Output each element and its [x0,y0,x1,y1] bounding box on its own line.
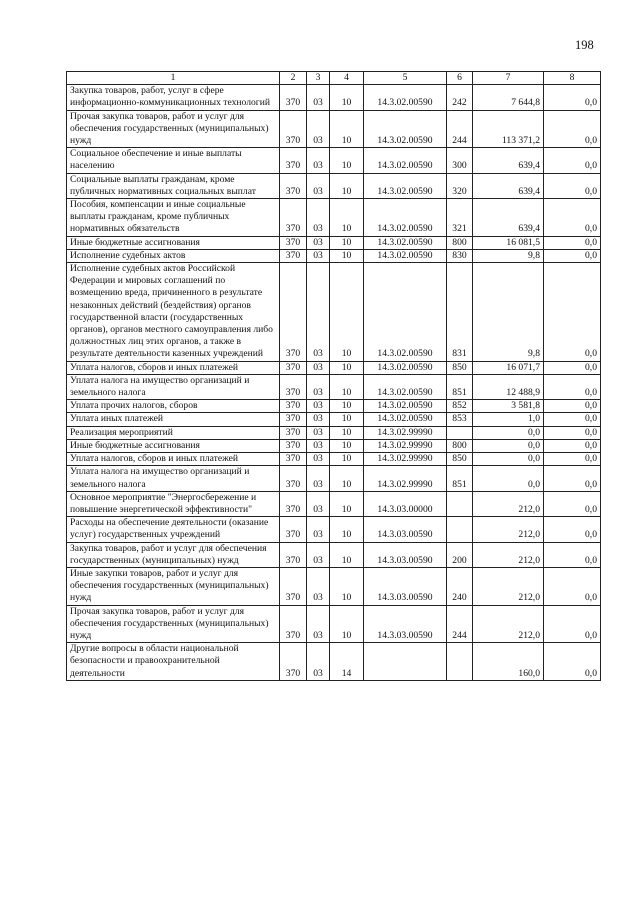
cell-subsection: 10 [330,374,364,399]
cell-section: 03 [307,236,330,249]
cell-subsection: 10 [330,249,364,262]
cell-amount-1: 3 581,8 [473,400,544,413]
cell-section: 03 [307,400,330,413]
cell-expense-type: 851 [447,466,473,491]
cell-expense-type [447,517,473,542]
cell-name: Социальные выплаты гражданам, кроме публичных нормативных социальных выплат [67,173,280,198]
cell-expense-type: 300 [447,148,473,173]
cell-expense-type: 831 [447,263,473,362]
cell-amount-2: 0,0 [544,400,601,413]
cell-amount-2: 0,0 [544,263,601,362]
table-row [67,236,601,249]
cell-name: Расходы на обеспечение деятельности (оказание услуг) государственных учреждений [67,517,280,542]
column-header: 1 [67,72,280,85]
cell-amount-1: 160,0 [473,643,544,681]
cell-ministry-code: 370 [280,173,307,198]
cell-amount-2: 0,0 [544,85,601,110]
cell-expense-type: 850 [447,453,473,466]
cell-section: 03 [307,643,330,681]
cell-section: 03 [307,426,330,439]
cell-section: 03 [307,542,330,567]
cell-target-article: 14.3.03.00590 [364,567,447,605]
table-row [67,439,601,452]
cell-name: Прочая закупка товаров, работ и услуг для обеспечения государственных (муниципальных) нужд [67,605,280,643]
cell-ministry-code: 370 [280,148,307,173]
page-number: 198 [575,38,594,52]
cell-amount-1: 212,0 [473,542,544,567]
table-row [67,148,601,173]
cell-subsection: 10 [330,542,364,567]
cell-target-article: 14.3.03.00000 [364,491,447,516]
table-row [67,542,601,567]
cell-subsection: 10 [330,491,364,516]
cell-expense-type [447,491,473,516]
column-header: 5 [364,72,447,85]
cell-ministry-code: 370 [280,453,307,466]
cell-amount-1: 639,4 [473,148,544,173]
cell-name: Иные бюджетные ассигнования [67,236,280,249]
table-row [67,110,601,148]
cell-amount-2: 0,0 [544,236,601,249]
cell-ministry-code: 370 [280,567,307,605]
cell-amount-1: 12 488,9 [473,374,544,399]
cell-expense-type: 853 [447,413,473,426]
cell-expense-type: 244 [447,605,473,643]
cell-name: Другие вопросы в области национальной безопасности и правоохранительной деятельности [67,643,280,681]
cell-expense-type: 242 [447,85,473,110]
cell-amount-1: 7 644,8 [473,85,544,110]
cell-target-article: 14.3.02.00590 [364,173,447,198]
cell-amount-1: 212,0 [473,491,544,516]
cell-amount-2: 0,0 [544,361,601,374]
cell-section: 03 [307,263,330,362]
cell-ministry-code: 370 [280,439,307,452]
column-header: 3 [307,72,330,85]
cell-name: Уплата налогов, сборов и иных платежей [67,361,280,374]
cell-section: 03 [307,517,330,542]
cell-name: Иные бюджетные ассигнования [67,439,280,452]
cell-amount-2: 0,0 [544,466,601,491]
cell-amount-2: 0,0 [544,426,601,439]
cell-amount-1: 0,0 [473,453,544,466]
table-row [67,426,601,439]
cell-name: Уплата налогов, сборов и иных платежей [67,453,280,466]
cell-ministry-code: 370 [280,466,307,491]
cell-target-article: 14.3.02.00590 [364,236,447,249]
cell-target-article: 14.3.03.00590 [364,517,447,542]
cell-subsection: 10 [330,400,364,413]
cell-target-article: 14.3.02.00590 [364,400,447,413]
cell-section: 03 [307,466,330,491]
table-row [67,413,601,426]
cell-target-article: 14.3.02.00590 [364,361,447,374]
cell-amount-2: 0,0 [544,439,601,452]
cell-target-article: 14.3.02.99990 [364,426,447,439]
table-row [67,199,601,237]
table-row [67,491,601,516]
cell-target-article: 14.3.02.00590 [364,110,447,148]
cell-amount-1: 0,0 [473,439,544,452]
cell-name: Закупка товаров, работ, услуг в сфере информационно-коммуникационных технологий [67,85,280,110]
cell-expense-type: 244 [447,110,473,148]
cell-amount-1: 212,0 [473,605,544,643]
cell-target-article: 14.3.02.00590 [364,249,447,262]
cell-subsection: 14 [330,643,364,681]
cell-section: 03 [307,567,330,605]
cell-name: Иные закупки товаров, работ и услуг для обеспечения государственных (муниципальных) нужд [67,567,280,605]
table-row [67,400,601,413]
cell-ministry-code: 370 [280,361,307,374]
cell-expense-type: 852 [447,400,473,413]
cell-ministry-code: 370 [280,85,307,110]
cell-subsection: 10 [330,466,364,491]
cell-name: Реализация мероприятий [67,426,280,439]
cell-amount-1: 9,8 [473,249,544,262]
cell-name: Социальное обеспечение и иные выплаты населению [67,148,280,173]
cell-amount-1: 212,0 [473,567,544,605]
cell-amount-1: 16 081,5 [473,236,544,249]
cell-subsection: 10 [330,426,364,439]
table-row [67,453,601,466]
cell-target-article: 14.3.02.00590 [364,413,447,426]
cell-ministry-code: 370 [280,426,307,439]
cell-name: Прочая закупка товаров, работ и услуг для обеспечения государственных (муниципальных) нужд [67,110,280,148]
cell-expense-type: 850 [447,361,473,374]
cell-subsection: 10 [330,85,364,110]
cell-name: Основное мероприятие "Энергосбережение и повышение энергетической эффективности" [67,491,280,516]
cell-amount-2: 0,0 [544,148,601,173]
cell-amount-2: 0,0 [544,605,601,643]
cell-amount-2: 0,0 [544,110,601,148]
cell-expense-type [447,426,473,439]
cell-ministry-code: 370 [280,517,307,542]
cell-ministry-code: 370 [280,199,307,237]
cell-subsection: 10 [330,263,364,362]
cell-name: Уплата прочих налогов, сборов [67,400,280,413]
cell-expense-type: 321 [447,199,473,237]
cell-amount-2: 0,0 [544,249,601,262]
cell-subsection: 10 [330,605,364,643]
cell-amount-1: 0,0 [473,426,544,439]
cell-section: 03 [307,173,330,198]
cell-name: Уплата иных платежей [67,413,280,426]
cell-name: Исполнение судебных актов [67,249,280,262]
cell-section: 03 [307,439,330,452]
table-row [67,85,601,110]
cell-subsection: 10 [330,517,364,542]
cell-amount-1: 639,4 [473,199,544,237]
table-row [67,643,601,681]
cell-ministry-code: 370 [280,491,307,516]
cell-subsection: 10 [330,453,364,466]
table-row [67,374,601,399]
cell-expense-type: 240 [447,567,473,605]
cell-expense-type: 320 [447,173,473,198]
cell-amount-2: 0,0 [544,542,601,567]
cell-expense-type: 830 [447,249,473,262]
table-row [67,517,601,542]
cell-section: 03 [307,413,330,426]
cell-ministry-code: 370 [280,400,307,413]
cell-target-article: 14.3.02.00590 [364,148,447,173]
cell-amount-1: 1,0 [473,413,544,426]
cell-target-article: 14.3.02.99990 [364,453,447,466]
cell-target-article: 14.3.03.00590 [364,605,447,643]
table-row [67,263,601,362]
cell-ministry-code: 370 [280,236,307,249]
cell-subsection: 10 [330,439,364,452]
cell-target-article: 14.3.02.99990 [364,466,447,491]
cell-amount-1: 639,4 [473,173,544,198]
cell-section: 03 [307,110,330,148]
cell-subsection: 10 [330,173,364,198]
cell-section: 03 [307,85,330,110]
column-header: 8 [544,72,601,85]
cell-amount-1: 9,8 [473,263,544,362]
cell-amount-1: 113 371,2 [473,110,544,148]
cell-amount-1: 16 071,7 [473,361,544,374]
column-header: 2 [280,72,307,85]
budget-table [66,71,601,681]
cell-amount-1: 0,0 [473,466,544,491]
cell-subsection: 10 [330,361,364,374]
cell-amount-2: 0,0 [544,413,601,426]
cell-ministry-code: 370 [280,605,307,643]
cell-ministry-code: 370 [280,263,307,362]
cell-ministry-code: 370 [280,542,307,567]
cell-amount-2: 0,0 [544,199,601,237]
table-row [67,466,601,491]
cell-ministry-code: 370 [280,374,307,399]
cell-subsection: 10 [330,236,364,249]
cell-expense-type: 851 [447,374,473,399]
cell-expense-type [447,643,473,681]
cell-subsection: 10 [330,567,364,605]
cell-amount-2: 0,0 [544,643,601,681]
cell-amount-2: 0,0 [544,567,601,605]
cell-name: Закупка товаров, работ и услуг для обеспечения государственных (муниципальных) нужд [67,542,280,567]
cell-subsection: 10 [330,199,364,237]
cell-section: 03 [307,491,330,516]
column-header: 6 [447,72,473,85]
column-header: 4 [330,72,364,85]
cell-amount-2: 0,0 [544,491,601,516]
cell-amount-2: 0,0 [544,517,601,542]
cell-section: 03 [307,361,330,374]
cell-target-article: 14.3.02.00590 [364,374,447,399]
cell-target-article: 14.3.02.00590 [364,263,447,362]
cell-target-article: 14.3.03.00590 [364,542,447,567]
cell-subsection: 10 [330,148,364,173]
cell-amount-2: 0,0 [544,453,601,466]
cell-section: 03 [307,148,330,173]
cell-target-article: 14.3.02.99990 [364,439,447,452]
table-row [67,361,601,374]
cell-ministry-code: 370 [280,643,307,681]
cell-name: Уплата налога на имущество организаций и земельного налога [67,374,280,399]
table-row [67,249,601,262]
cell-section: 03 [307,249,330,262]
header-row [67,72,601,85]
cell-amount-2: 0,0 [544,374,601,399]
cell-section: 03 [307,605,330,643]
cell-amount-2: 0,0 [544,173,601,198]
cell-name: Уплата налога на имущество организаций и земельного налога [67,466,280,491]
table-row [67,173,601,198]
cell-target-article [364,643,447,681]
cell-target-article: 14.3.02.00590 [364,199,447,237]
cell-expense-type: 200 [447,542,473,567]
cell-section: 03 [307,374,330,399]
cell-subsection: 10 [330,110,364,148]
cell-expense-type: 800 [447,236,473,249]
cell-name: Исполнение судебных актов Российской Федерации и мировых соглашений по возмещению вреда, причиненного в результате незаконных действий (бездействия) органов государственной власти (государственных органов), органов местного самоуправления либо должностных лиц этих органов, а также в результате деятельности казенных учреждений [67,263,280,362]
cell-name: Пособия, компенсации и иные социальные выплаты гражданам, кроме публичных нормативных обязательств [67,199,280,237]
cell-target-article: 14.3.02.00590 [364,85,447,110]
cell-section: 03 [307,453,330,466]
cell-ministry-code: 370 [280,249,307,262]
cell-expense-type: 800 [447,439,473,452]
table-body [67,85,601,681]
table-row [67,605,601,643]
cell-section: 03 [307,199,330,237]
cell-subsection: 10 [330,413,364,426]
cell-ministry-code: 370 [280,110,307,148]
column-header: 7 [473,72,544,85]
table-row [67,567,601,605]
cell-ministry-code: 370 [280,413,307,426]
cell-amount-1: 212,0 [473,517,544,542]
